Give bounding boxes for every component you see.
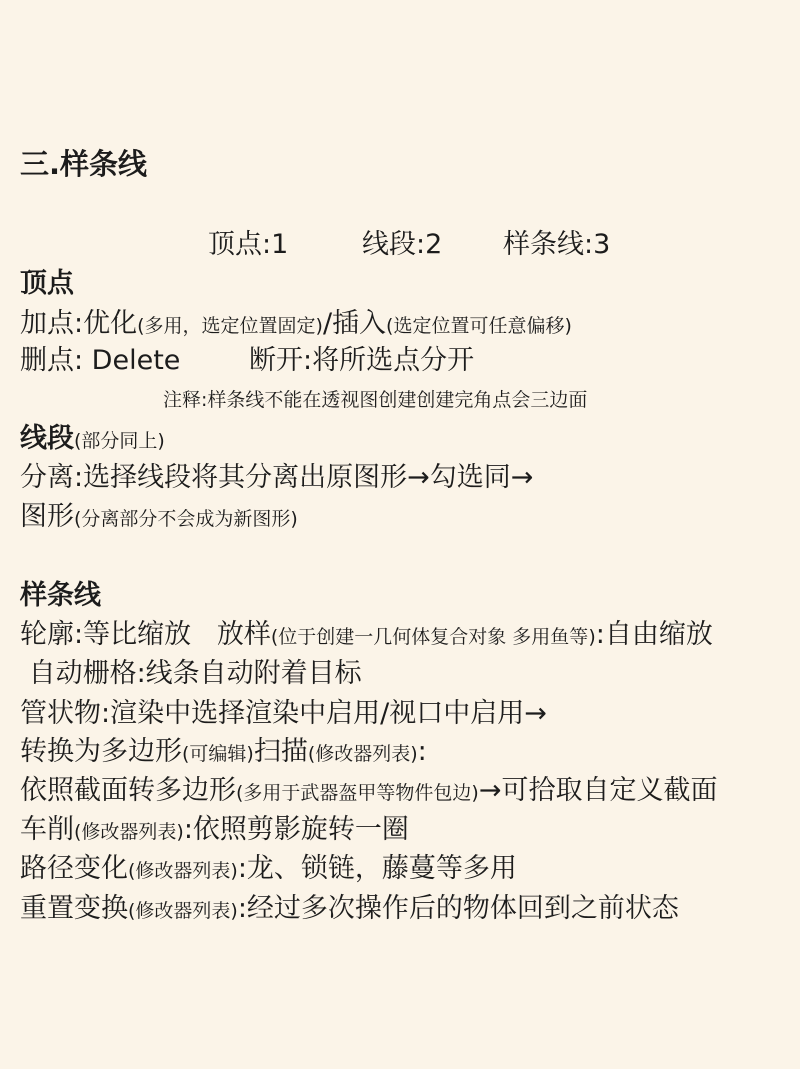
- spline-line-5-b: →可拾取自定义截面: [478, 775, 718, 806]
- segment-line-1: 分离:选择线段将其分离出原图形→勾选同→: [20, 462, 534, 493]
- vertex-line-2: 删点: Delete 断开:将所选点分开: [20, 345, 475, 376]
- spline-line-1-a: 轮廓:等比缩放 放样: [20, 619, 271, 650]
- spline-line-4-a: 转换为多边形: [20, 736, 182, 767]
- vertex-line-1-paren-1: (多用，选定位置固定): [137, 315, 323, 337]
- spline-line-7-b: :龙、锁链，藤蔓等多用: [237, 853, 517, 884]
- segment-line-2-main: 图形: [20, 501, 74, 532]
- spline-line-8: [20, 895, 679, 922]
- spline-line-6-paren: (修改器列表): [74, 821, 184, 843]
- spline-line-4-paren-2: (修改器列表): [307, 743, 418, 765]
- spline-line-1: [20, 621, 713, 648]
- vertex-line-1-main: 加点:优化: [20, 308, 138, 339]
- spline-line-8-b: :经过多次操作后的物体回到之前状态: [237, 893, 679, 924]
- vertex-note: 注释:样条线不能在透视图创建创建完角点会三边面: [163, 389, 588, 411]
- spline-line-4: [20, 738, 427, 765]
- spline-line-6-b: :依照剪影旋转一圈: [183, 814, 409, 845]
- spline-line-5-paren: (多用于武器盔甲等物件包边): [236, 782, 479, 804]
- spline-line-7-a: 路径变化: [20, 853, 128, 884]
- segment-heading: 线段: [20, 423, 74, 454]
- section-title: 三.样条线: [20, 147, 148, 181]
- segment-heading-paren: (部分同上): [74, 430, 165, 452]
- vertex-line-1-mid: /插入: [322, 308, 387, 339]
- vertex-line-1: [20, 310, 572, 337]
- mode-vertex: 顶点:1: [208, 229, 289, 260]
- segment-line-2-paren: (分离部分不会成为新图形): [74, 508, 298, 530]
- segment-line-2: [20, 503, 298, 530]
- spline-line-8-paren: (修改器列表): [128, 900, 238, 922]
- spline-line-6: [20, 816, 409, 843]
- spline-line-4-paren-1: (可编辑): [182, 743, 254, 765]
- spline-line-1-paren: (位于创建一几何体复合对象 多用鱼等): [270, 626, 596, 648]
- spline-line-6-a: 车削: [20, 814, 74, 845]
- spline-line-4-b: 扫描: [253, 736, 308, 767]
- vertex-line-1-paren-2: (选定位置可任意偏移): [386, 315, 572, 337]
- mode-spline: 样条线:3: [503, 229, 611, 260]
- spline-line-5: [20, 777, 717, 804]
- mode-segment: 线段:2: [362, 229, 443, 260]
- spline-line-3: 管状物:渲染中选择渲染中启用/视口中启用→: [20, 698, 547, 729]
- spline-line-4-c: :: [417, 736, 427, 767]
- spline-line-8-a: 重置变换: [20, 893, 128, 924]
- spline-line-7-paren: (修改器列表): [128, 860, 238, 882]
- vertex-heading: 顶点: [20, 268, 74, 299]
- segment-heading-line: [20, 425, 165, 452]
- spline-line-2: 自动栅格:线条自动附着目标: [20, 658, 362, 689]
- spline-line-7: [20, 855, 517, 882]
- spline-line-5-a: 依照截面转多边形: [20, 775, 236, 806]
- spline-line-1-b: :自由缩放: [595, 619, 713, 650]
- spline-heading: 样条线: [20, 580, 101, 611]
